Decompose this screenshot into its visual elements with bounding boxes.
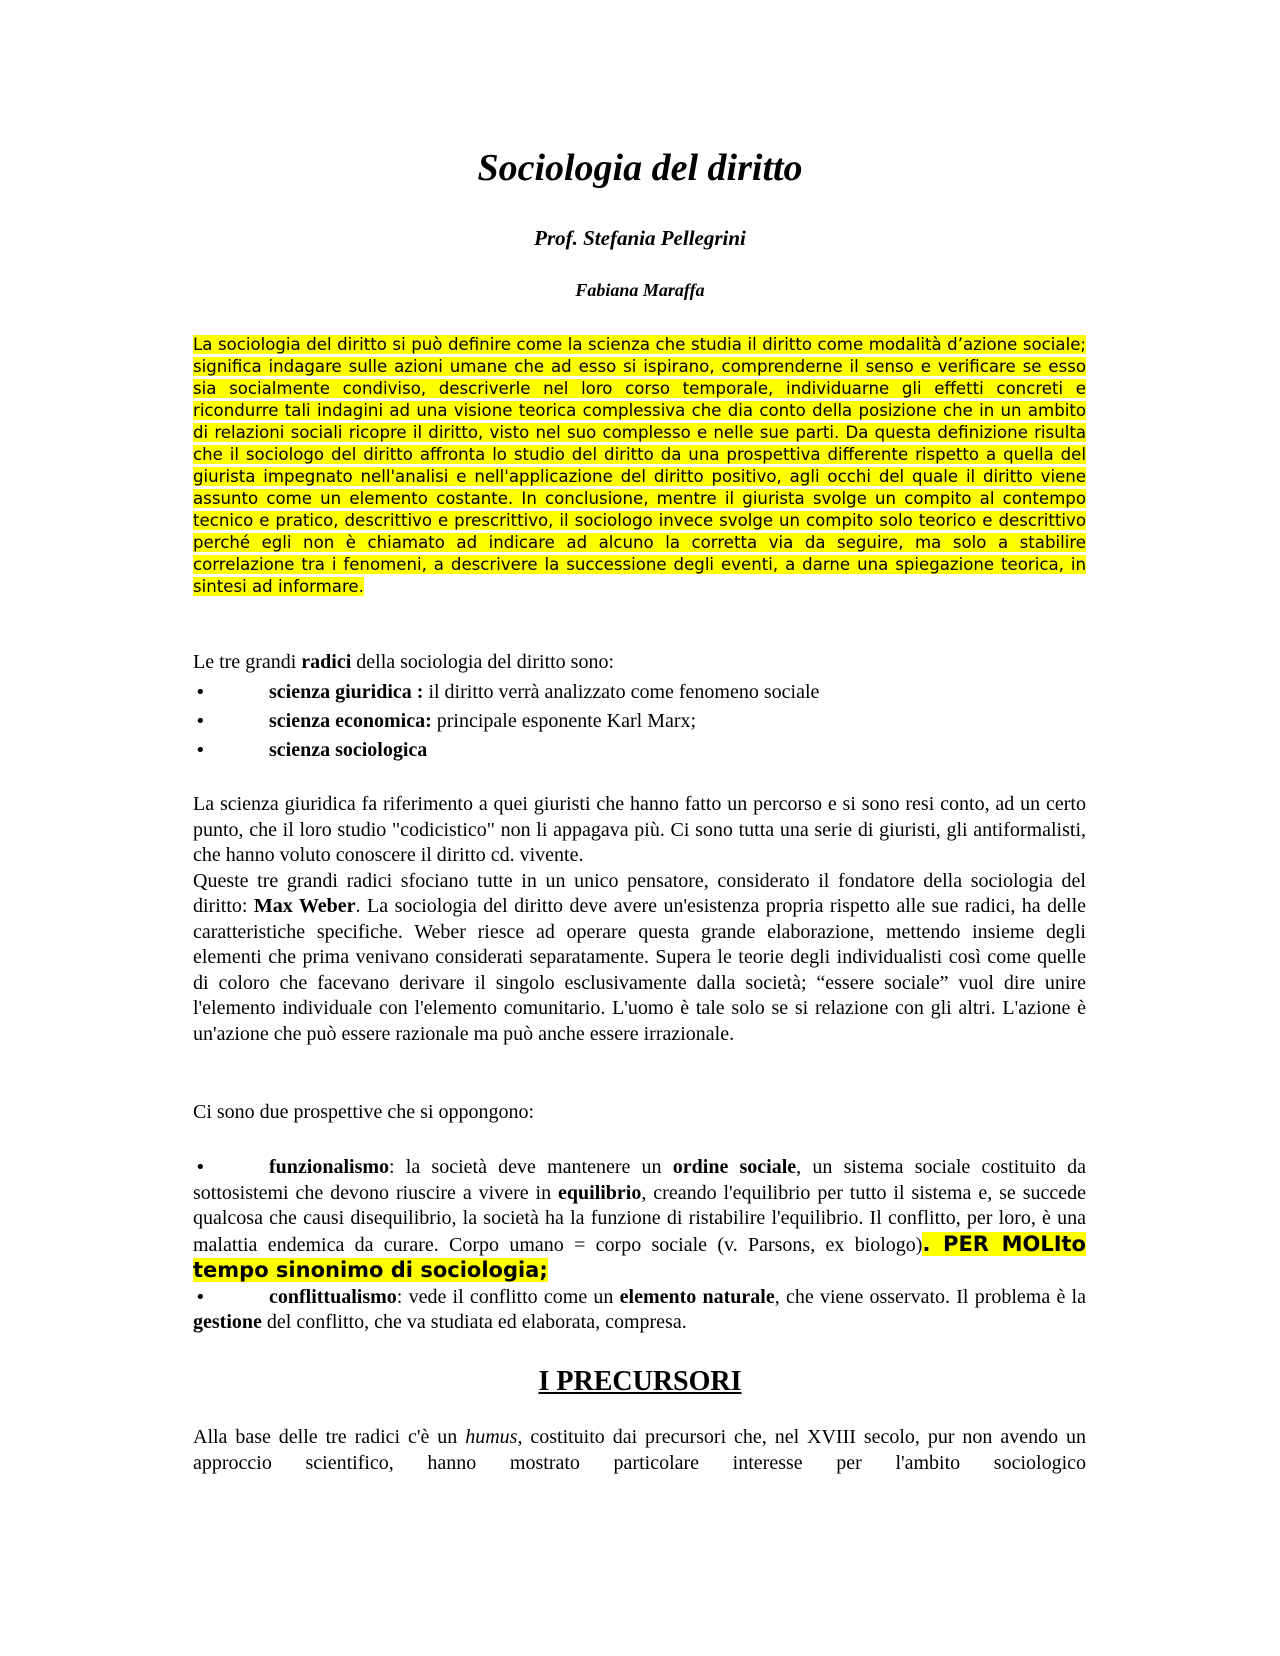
confl-text-3: del conflitto, che va studiata ed elaborata, compresa.: [261, 1311, 687, 1333]
weber-text-before: Queste tre grandi radici sfociano tutte in un unico pensatore, considerato il fondatore della sociologia del diritto:: [193, 869, 1086, 917]
paragraph-giuridica: La scienza giuridica fa riferimento a quei giuristi che hanno fatto un percorso e si sono resi conto, ad un certo punto, che il loro studio "codicistico" non li appagava più. Ci sono tutta una serie di giuristi, gli antiformalisti, che hanno voluto conoscere il diritto cd. vivente.: [193, 793, 1086, 866]
roots-intro: [193, 650, 1086, 676]
list-item: [193, 736, 1086, 765]
paragraph-precursori: [193, 1425, 1086, 1476]
term-funzionalismo: funzionalismo: [269, 1156, 390, 1178]
precursori-italic-humus: humus: [465, 1426, 518, 1448]
bullet-icon: •: [195, 711, 206, 732]
list-item: [193, 678, 1086, 707]
author-name: Fabiana Maraffa: [575, 280, 705, 300]
funz-bold-1: ordine sociale: [672, 1156, 797, 1178]
confl-text-2: , che viene osservato. Il problema è la: [774, 1285, 1086, 1308]
roots-list: [193, 678, 1086, 765]
list-item-term: scienza giuridica :: [269, 681, 424, 703]
list-item-conflittualismo: [193, 1285, 1086, 1336]
confl-bold-2: gestione: [193, 1311, 262, 1333]
section-title-precursori: I PRECURSORI: [538, 1366, 742, 1397]
highlighted-text: La sociologia del diritto si può definire come la scienza che studia il diritto come modalità d’azione sociale; significa indagare sulle azioni umane che ad esso si ispirano, comprenderne il senso e verificare se esso sia socialmente condiviso, descriverle nel loro corso temporale, individuarne gli effetti concreti e ricondurre tali indagini ad una visione teorica complessiva che dia conto della posizione che in un ambito di relazioni sociali ricopre il diritto, visto nel suo complesso e nelle sue parti. Da questa definizione risulta che il sociologo del diritto affronta lo studio del diritto da una prospettiva differente rispetto a quella del giurista impegnato nell'analisi e nell'applicazione del diritto positivo, agli occhi del quale il diritto viene assunto come un elemento costante. In conclusione, mentre il giurista svolge un compito al contempo tecnico e pratico, descrittivo e prescrittivo, il sociologo invece svolge un compito solo teorico e descrittivo perché egli non è chiamato ad indicare ad alcuno la corretta via da seguire, ma solo a stabilire correlazione tra i fenomeni, a descrivere la successione degli eventi, a darne una spiegazione teorica, in sintesi ad informare.: [193, 335, 1086, 596]
weber-name: Max Weber: [253, 895, 356, 917]
precursori-text-after: , costituito dai precursori che, nel XVIII secolo, pur non avendo un approccio scientifico, hanno mostrato particolare interesse per l'ambito sociologico: [193, 1426, 1086, 1474]
funz-bold-2: equilibrio: [558, 1181, 642, 1204]
list-item-desc: principale esponente Karl Marx;: [431, 710, 697, 732]
list-item-funzionalismo: [193, 1155, 1086, 1285]
intro-bold-radici: radici: [301, 651, 352, 673]
intro-text: Le tre grandi: [193, 651, 302, 673]
list-item-desc: il diritto verrà analizzato come fenomeno sociale: [423, 681, 820, 703]
perspectives-list: [193, 1155, 1086, 1336]
confl-bold-1: elemento naturale: [619, 1285, 775, 1308]
paragraph-weber: [193, 869, 1086, 1048]
funz-text-2: , un sistema sociale costituito da sottosistemi che devono riuscire a vivere in: [193, 1156, 1086, 1204]
paragraph-prospettive: Ci sono due prospettive che si oppongono:: [193, 1101, 535, 1123]
highlighted-definition-paragraph: [193, 334, 1086, 598]
funz-text-3: , creando l'equilibrio per tutto il sistema e, se succede qualcosa che causi disequilibrio, la società ha la funzione di ristabilire l'equilibrio. Il conflitto, per loro, è una malattia endemica da curare. Corpo umano = corpo sociale (v. Parsons, ex biologo): [193, 1181, 1086, 1256]
bullet-icon: •: [195, 1286, 206, 1308]
intro-text-end: della sociologia del diritto sono:: [351, 651, 615, 673]
confl-text-1: : vede il conflitto come un: [396, 1285, 620, 1308]
term-conflittualismo: conflittualismo: [269, 1285, 397, 1308]
document-title: Sociologia del diritto: [477, 147, 803, 189]
paragraph-giuridica-weber: [193, 792, 1086, 1047]
funz-text-1: : la società deve mantenere un: [389, 1156, 673, 1178]
list-item: [193, 707, 1086, 736]
list-item-term: scienza economica:: [269, 710, 432, 732]
bullet-icon: •: [195, 1157, 206, 1178]
weber-text-after: . La sociologia del diritto deve avere un'esistenza propria rispetto alle sue radici, ha delle caratteristiche specifiche. Weber riesce ad operare questa grande elaborazione, mettendo insieme degli elementi che prima venivano considerati separatamente. Supera le teorie degli individualisti così come quelle di coloro che facevano derivare il singolo esclusivamente dalla società; “essere sociale” vuol dire unire l'elemento individuale con l'elemento comunitario. L'uomo è tale solo se si relazione con gli altri. L'azione è un'azione che può essere razionale ma può anche essere irrazionale.: [193, 895, 1086, 1045]
precursori-text-before: Alla base delle tre radici c'è un: [193, 1426, 466, 1448]
funz-highlight: . PER MOLIto tempo sinonimo di sociologia;: [193, 1231, 1086, 1282]
bullet-icon: •: [195, 740, 206, 761]
bullet-icon: •: [195, 682, 206, 703]
professor-name: Prof. Stefania Pellegrini: [534, 226, 746, 250]
list-item-term: scienza sociologica: [269, 739, 428, 761]
